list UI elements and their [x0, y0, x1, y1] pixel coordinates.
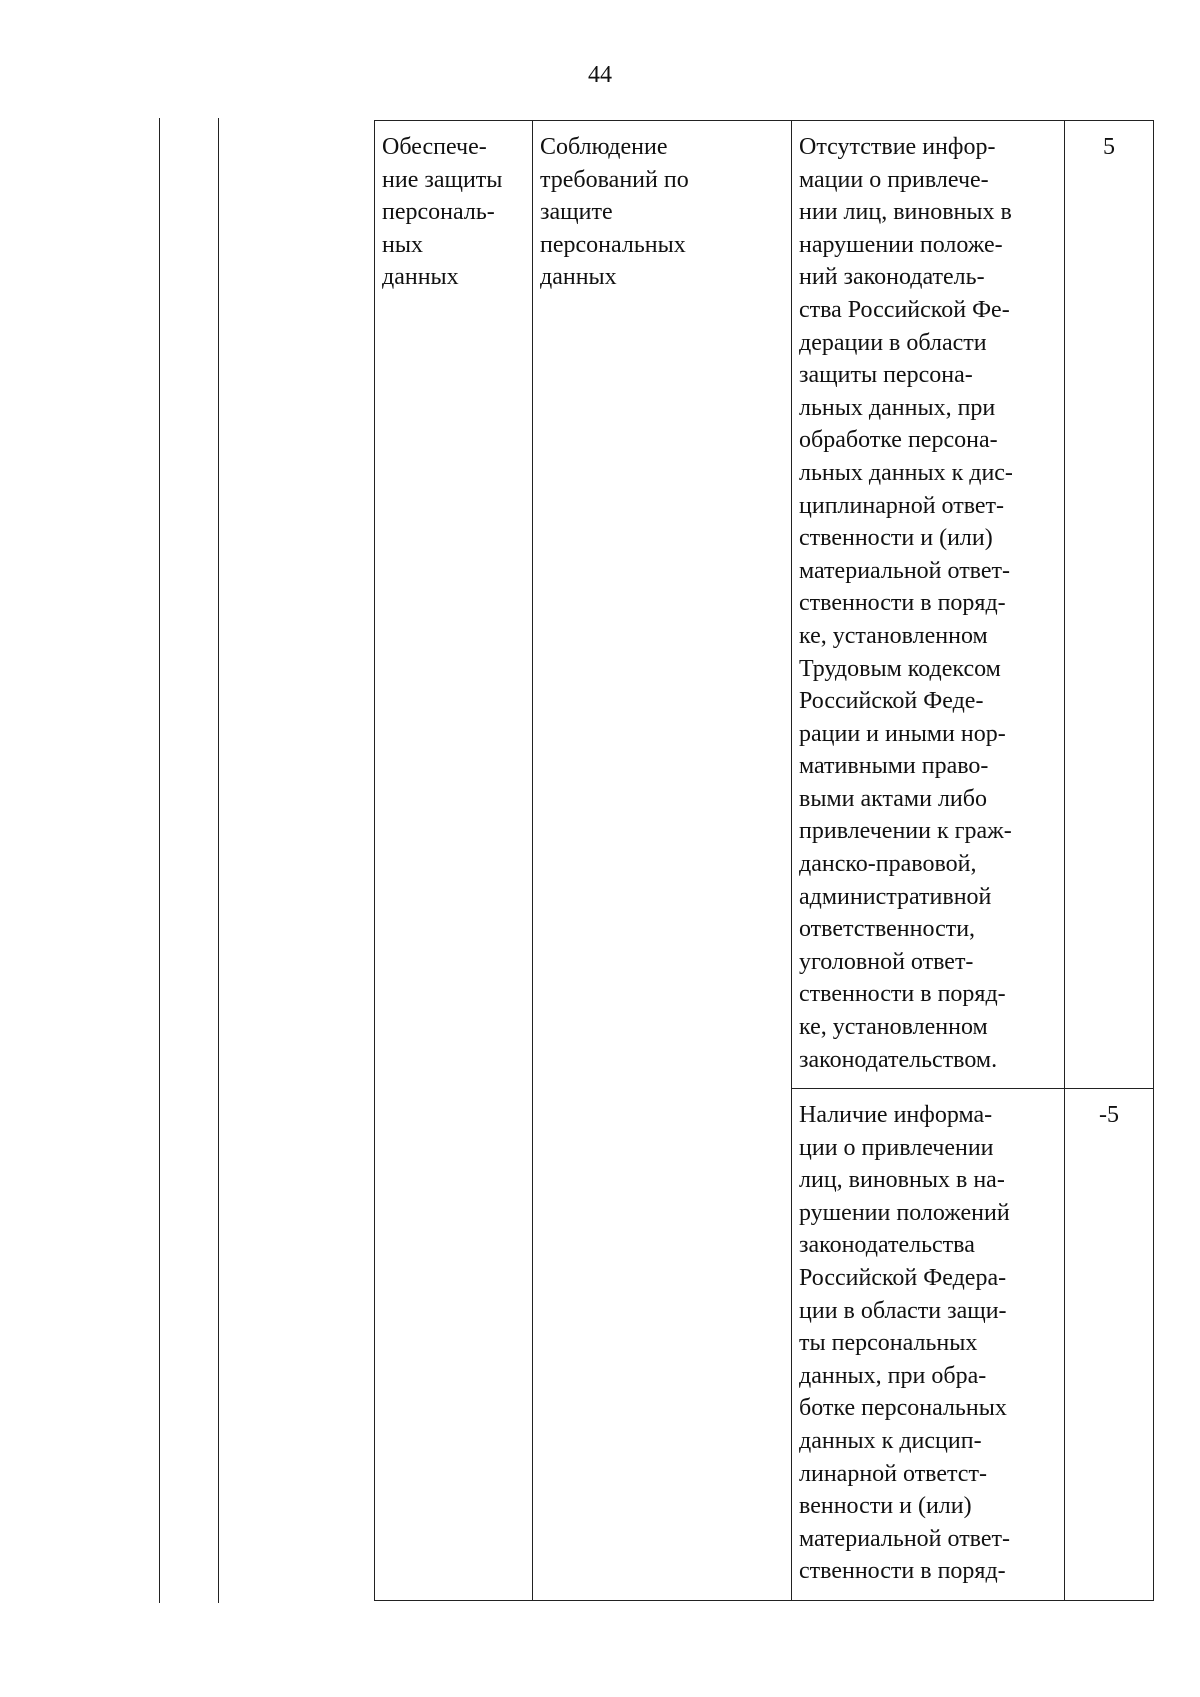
- second-column-border: [218, 118, 219, 1603]
- criteria-table: [374, 120, 1154, 1601]
- indicator-cell: Наличие информа- ции о привлечении лиц, виновных в на- рушении положений законодательства Российской Федера- ции в области защи- ты персональных данных, при обра- ботке персональных данных к дисцип- линарной ответст- венности и (или) материальной ответ- ственности в поряд-: [792, 1089, 1065, 1601]
- left-column-border: [159, 118, 160, 1603]
- score-cell: -5: [1065, 1089, 1154, 1601]
- area-cell: Обеспече- ние защиты персональ- ных данных: [375, 121, 533, 1601]
- score-cell: 5: [1065, 121, 1154, 1089]
- table-row: [375, 121, 1154, 1089]
- page-number: 44: [588, 62, 612, 88]
- indicator-cell: Отсутствие инфор- мации о привлече- нии лиц, виновных в нарушении положе- ний законодатель- ства Российской Фе- дерации в области защиты персона- льных данных, при обработке персона- льных данных к дис- циплинарной ответ- ственности и (или) материальной ответ- ственности в поряд- ке, установленном Трудовым кодексом Российской Феде- рации и иными нор- мативными право- выми актами либо привлечении к граж- данско-правовой, административной ответственности, уголовной ответ- ственности в поряд- ке, установленном законодательством.: [792, 121, 1065, 1089]
- criterion-cell: Соблюдение требований по защите персональных данных: [533, 121, 792, 1601]
